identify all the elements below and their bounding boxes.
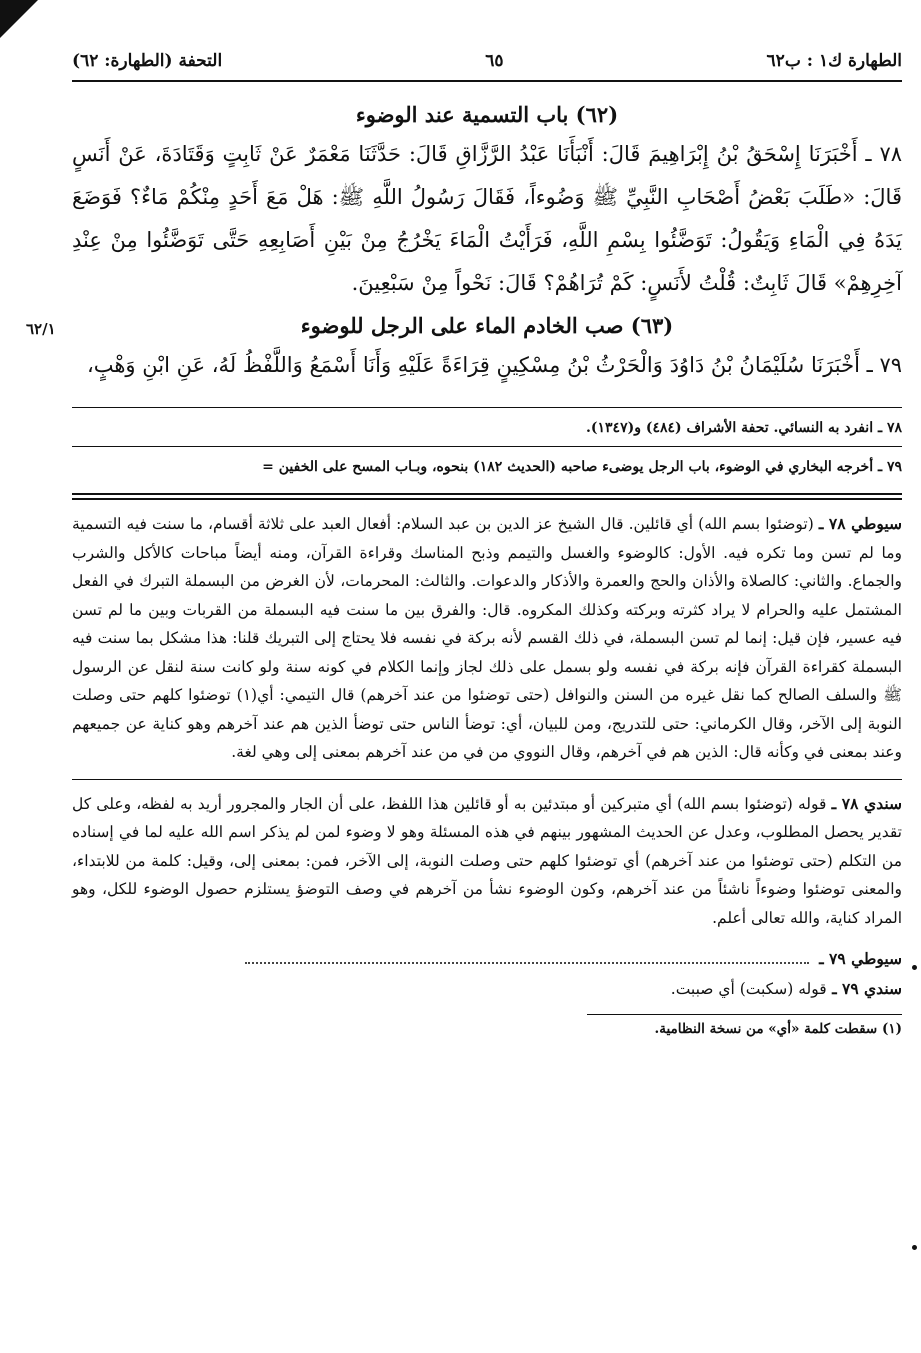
margin-page-note: ٦٢/١ <box>26 320 56 338</box>
margin-bullet <box>912 1245 917 1250</box>
footnote-rule <box>587 1014 902 1015</box>
sindi-78-body: قوله (توضئوا بسم الله) أي متبركين أو مبتدئين به أو قائلين هذا اللفظ، على أن الجار والمجرور أريد به لفظه، وعلى كل تقدير يحصل المطلوب، وعدل عن الحديث المشهور بينهم في هذه المسئلة وهو لا وضوء لمن لم يذكر اسم الله عليه لما في إسناده من التكلم (حتى توضئوا من عند آخرهم) أي توضئوا كلهم حتى وصلت النوبة، إلى الآخر، فمن: بمعنى إلى، وقيل: كلمة من للابتداء، والمعنى توضئوا وضوءاً ناشئاً من عند آخرهم، وكون الوضوء نشأ من آخرهم في وصف التوضؤ يستلزم حصول الوضوء للكل، وهو المراد كناية، والله تعالى أعلم. <box>72 794 902 927</box>
header-right: الطهارة ك١ : ب٦٢ <box>766 51 902 71</box>
commentary-divider <box>72 779 902 780</box>
sindi-79-lead: سندي ٧٩ ـ <box>832 979 902 998</box>
takhrij-rule <box>72 446 902 447</box>
takhrij-rule <box>72 407 902 408</box>
chapter-title-63: (٦٣) صب الخادم الماء على الرجل للوضوء <box>300 313 674 338</box>
page-number: ٦٥ <box>485 51 504 71</box>
page-body <box>72 44 902 1037</box>
suyuti-79-lead: سيوطي ٧٩ ـ <box>819 949 902 968</box>
commentary-rule <box>72 498 902 500</box>
sindi-79 <box>72 974 902 1004</box>
takhrij-79: ٧٩ ـ أخرجه البخاري في الوضوء، باب الرجل يوضىء صاحبه (الحديث ١٨٢) بنحوه، وبـاب المسح على الخفين = <box>262 459 902 475</box>
footnote-1: (١) سقطت كلمة «أي» من نسخة النظامية. <box>654 1021 902 1037</box>
dotted-leader <box>245 950 809 964</box>
takhrij-78: ٧٨ ـ انفرد به النسائي. تحفة الأشراف (٤٨٤) و(١٣٤٧). <box>586 420 902 436</box>
sindi-79-body: قوله (سكبت) أي صببت. <box>670 980 827 998</box>
commentary-rule <box>72 493 902 495</box>
header-left: التحفة (الطهارة: ٦٢) <box>72 51 223 71</box>
suyuti-78-body: (توضئوا بسم الله) أي قائلين. قال الشيخ عز الدين بن عبد السلام: أفعال العبد على ثلاثة أقسام، ما سنت فيه التسمية وما لم تسن وما تكره فيه. الأول: كالوضوء والغسل والتيمم وذبح المناسك وقراءة القرآن، ومنه أيضاً مباحات كالأكل والشرب والجماع. والثاني: كالصلاة والأذان والحج والعمرة والأذكار والدعوات. والثالث: المحرمات، لأن الغرض من البسملة التبرك في الفعل المشتمل عليه والحرام لا يراد كثرته وبركته وكذلك المكروه. قال: والفرق بين ما سنت فيه البسملة من القربات وبين ما لم تسن فيه عسير، فإن قيل: إنما لم تسن البسملة، في ذلك القسم لأنه بركة في نفسه فلا يحتاج إلى التبريك قلنا: هذا مشكل بما سنت فيه البسملة كقراءة القرآن فإنه بركة في نفسه ولو بسمل على ذلك لجاز وإنما الكلام في كونه سنة ولو كانت سنة لنقل عن الرسول ﷺ والسلف الصالح كما نقل غيره من السنن والنوافل (حتى توضئوا من عند آخرهم) قال التيمي: أي(١) توضئوا كلهم حتى وصلت النوبة إلى الآخر، وقال الكرماني: حتى للتدريج، ومن للبيان، أي: توضأ الناس حتى توضأ الذين هم عند آخرهم وهو كناية عن جميعهم وعند بمعنى في وكأنه قال: الذين هم في آخرهم، وقال النووي من في من عند آخرهم بمعنى إلى وهي لغة. <box>72 515 902 761</box>
header-rule <box>72 80 902 82</box>
suyuti-79 <box>72 944 902 974</box>
running-header <box>72 44 902 78</box>
hadith-79: ٧٩ ـ أَخْبَرَنَا سُلَيْمَانُ بْنُ دَاوُدَ وَالْحَرْثُ بْنُ مِسْكِينٍ قِرَاءَةً عَلَيْهِ وَأَنَا أَسْمَعُ وَاللَّفْظُ لَهُ، عَنِ ابْنِ وَهْبٍ، <box>86 353 902 377</box>
margin-bullet <box>912 965 917 970</box>
hadith-78: ٧٨ ـ أَخْبَرَنَا إِسْحَقُ بْنُ إِبْرَاهِيمَ قَالَ: أَنْبَأَنَا عَبْدُ الرَّزَّاقِ قَالَ: حَدَّثَنَا مَعْمَرٌ عَنْ ثَابِتٍ وَقَتَادَةَ، عَنْ أَنَسٍ قَالَ: «طَلَبَ بَعْضُ أَصْحَابِ النَّبِيِّ ﷺ وَضُوءاً، فَقَالَ رَسُولُ اللَّهِ ﷺ: هَلْ مَعَ أَحَدٍ مِنْكُمْ مَاءٌ؟ فَوَضَعَ يَدَهُ فِي الْمَاءِ وَيَقُولُ: تَوَضَّئُوا بِسْمِ اللَّهِ، فَرَأَيْتُ الْمَاءَ يَخْرُجُ مِنْ بَيْنِ أَصَابِعِهِ حَتَّى تَوَضَّئُوا مِنْ عِنْدِ آخِرِهِمْ» قَالَ ثَابِتٌ: قُلْتُ لأَنَسٍ: كَمْ تُرَاهُمْ؟ قَالَ: نَحْواً مِنْ سَبْعِينَ. <box>72 142 902 295</box>
sindi-78 <box>72 790 902 933</box>
suyuti-78-lead: سيوطي ٧٨ ـ <box>818 514 903 533</box>
sindi-78-lead: سندي ٧٨ ـ <box>831 793 902 813</box>
chapter-title-62: (٦٢) باب التسمية عند الوضوء <box>355 102 619 127</box>
page-corner-mark <box>0 0 38 38</box>
suyuti-78 <box>72 510 902 767</box>
